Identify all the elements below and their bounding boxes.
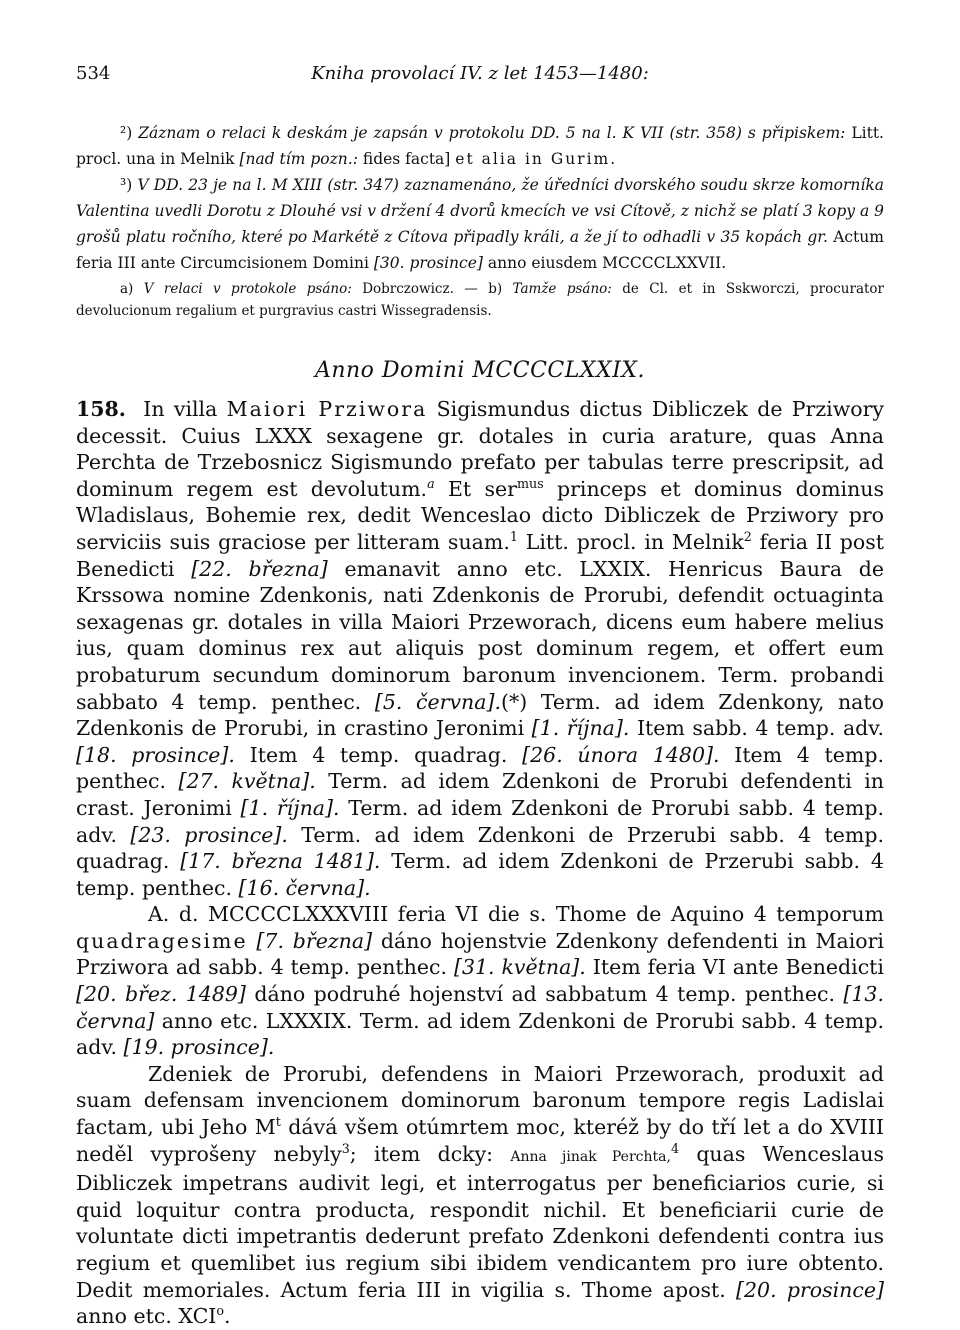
entry-158 xyxy=(76,396,884,1330)
footnote-text: [nad tím pozn.: xyxy=(239,150,358,168)
entry-text: ; item dcky: xyxy=(349,1141,494,1166)
editor-date: [1. října]. xyxy=(240,795,340,820)
footnote-text: et alia in Gurim. xyxy=(455,150,618,168)
entry-text: Item feria VI ante Benedicti xyxy=(592,955,884,980)
entry-text: Zdeniek de Prorubi, defendens in Maiori Przeworach, produxit ad suam defensam invencionem dominorum baronum tempore regis Ladislai factam, ubi Jeho M xyxy=(76,1061,884,1140)
entry-text: feria II post Benedicti xyxy=(76,529,884,581)
footnote-text: Litt. procl. una in Melnik xyxy=(76,124,884,168)
footnote-text: V DD. 23 je na l. M XIII (str. 347) zaznamenáno, že úředníci dvorského soudu skrze komorníka Valentina uvedli Dorotu z Dlouhé vsi v držení 4 dvorů kmecích ve vsi Cítově, z nichž se platí 3 kopy a 9 grošů platu ročního, které po Markétě z Cítova připadly králi, a že jí to odhadli v 35 kopách gr. xyxy=(76,176,884,246)
footnote-ref: 3 xyxy=(341,1140,350,1156)
editor-date: [22. března] xyxy=(191,556,328,581)
footnote-text: Záznam o relaci k deskám je zapsán v protokolu DD. 5 na l. K VII (str. 358) s připiskem: xyxy=(138,124,846,142)
entry-number: 158. xyxy=(76,397,126,421)
entry-text: Term. ad idem Zdenkoni de Prorubi sabb. 4 temp. adv. xyxy=(76,795,884,847)
footnote-marker: ³) xyxy=(120,176,133,194)
entry-text: dává všem otúmrtem moc, kteréž by do tří let a do XVIII neděl vyprošeny nebyly xyxy=(76,1115,884,1166)
editor-date: [16. června]. xyxy=(238,875,371,900)
entry-text: Item 4 temp. penthec. xyxy=(76,742,884,794)
footnote-text: Actum feria III ante Circumcisionem Domini xyxy=(76,228,884,272)
editor-date: [27. května]. xyxy=(178,769,316,794)
footnote-ref: 2 xyxy=(743,529,752,545)
entry-paragraph-2 xyxy=(76,901,884,1061)
editor-date: [31. května]. xyxy=(453,955,586,980)
editor-date: [13. června] xyxy=(76,982,884,1033)
footnote-ref: 1 xyxy=(509,529,518,545)
superscript: o xyxy=(216,1303,225,1319)
variant-text: V relaci v protokole psáno: xyxy=(143,281,352,297)
entry-text: Sigismundus dictus Dibliczek de Prziwory decessit. Cuius LXXX sexagene gr. dotales in curia arature, quas Anna Perchta de Trzebosnicz Sigismundo prefato per tabulas terre prescripsit, ad dominum regem est devolutum. xyxy=(76,397,884,501)
superscript: mus xyxy=(516,475,544,491)
footnote-text: [30. prosince] xyxy=(373,254,483,272)
entry-text: . xyxy=(224,1304,231,1329)
place-name: Maiori Prziwora xyxy=(226,397,428,421)
footnote-marker: ²) xyxy=(120,124,133,142)
variant-text: Dobrczowicz. — xyxy=(362,281,478,297)
footnote-3 xyxy=(76,172,884,276)
entry-text: emanavit anno etc. LXXIX. xyxy=(344,556,652,581)
editor-date: [20. prosince] xyxy=(736,1277,884,1302)
editor-date: [5. června]. xyxy=(374,689,501,714)
variant-notes xyxy=(76,278,884,322)
entry-text: A. d. MCCCCLXXXVIII feria VI die s. Thome de Aquino 4 temporum xyxy=(148,902,884,927)
entry-text: In villa xyxy=(143,397,218,421)
entry-text: anno etc. XCI xyxy=(76,1304,217,1329)
editor-date: [19. prosince]. xyxy=(123,1035,275,1060)
editor-date: [7. března] xyxy=(256,928,373,953)
entry-text: quadragesime xyxy=(76,928,248,953)
footnote-2 xyxy=(76,120,884,172)
editor-date: [20. břez. 1489] xyxy=(76,982,246,1007)
entry-text: princeps et dominus dominus Wladislaus, Bohemie rex, dedit Wenceslao dicto Dibliczek de Prziwory pro serviciis suis graciose per litteram suam. xyxy=(76,476,884,554)
running-head xyxy=(76,60,884,88)
editor-date: [23. prosince]. xyxy=(130,822,288,847)
editor-date: [1. října]. xyxy=(531,716,630,741)
entry-paragraph-3 xyxy=(76,1061,884,1330)
entry-text: Henricus Baura de Krssowa nomine Zdenkonis, nati Zdenkonis de Prorubi, defendit octuaginta sexagenas gr. dotales in villa Maiori Przeworach, dicens eum habere melius ius, quam dominus rex aut aliquis post dominum regem, et offert eum probaturum secundum dominorum baronum invencionem. Term. probandi sabbato 4 temp. penthec. xyxy=(76,556,884,714)
entry-text: Et ser xyxy=(447,476,517,501)
entry-text: dáno hojenstvie Zdenkony defendenti in Maiori Prziwora ad sabb. 4 temp. penthec. xyxy=(76,928,884,980)
year-heading: Anno Domini MCCCCLXXIX. xyxy=(314,358,646,383)
entry-text: quas Wenceslaus Dibliczek impetrans audivit legi, et interrogatus per beneficiarios curie, si quid loquitur contra producta, respondit nichil. Et beneficiarii curie de voluntate dicti impetrantis dederunt prefato Zdenkoni defendenti contra ius regium et quemlibet ius regium sibi ibidem vendicantem pro iure obtento. Dedit memoriales. Actum feria III in vigilia s. Thome apost. xyxy=(76,1141,885,1302)
variant-marker: a) xyxy=(120,281,134,297)
editor-date: [17. března 1481]. xyxy=(180,849,381,874)
entry-text: Item 4 temp. quadrag. xyxy=(249,742,508,767)
editor-date: [18. prosince]. xyxy=(76,742,235,767)
entry-text: Litt. procl. in Melnik xyxy=(525,529,744,554)
page-number: 534 xyxy=(76,63,111,84)
footnote-text: fides facta] xyxy=(362,150,451,168)
entry-text: Term. ad idem Zdenkoni de Przerubi sabb. 4 temp. quadrag. xyxy=(76,822,884,874)
entry-text: anno etc. LXXXIX. Term. ad idem Zdenkoni de Prorubi sabb. 4 temp. adv. xyxy=(76,1008,884,1060)
variant-text: de Cl. et in Sskworczi, procurator devolucionum regalium et purgravius castri Wissegradensis. xyxy=(76,281,884,319)
running-title: Kniha provolací IV. z let 1453—1480: xyxy=(311,63,649,84)
entry-text: Term. ad idem Zdenkoni de Przerubi sabb. 4 temp. penthec. xyxy=(76,849,884,900)
footnote-text: anno eiusdem MCCCCLXXVII. xyxy=(487,254,727,272)
entry-text: dáno podruhé hojenství ad sabbatum 4 temp. penthec. xyxy=(254,982,835,1007)
variant-marker: b) xyxy=(488,281,503,297)
footnote-ref: 4 xyxy=(670,1140,680,1156)
editor-date: [26. února 1480]. xyxy=(522,742,720,767)
variant-text: Tamže psáno: xyxy=(512,281,612,297)
entry-text: (*) Term. ad idem Zdenkony, nato Zdenkonis de Prorubi, in crastino Jeronimi xyxy=(76,689,884,741)
variant-ref: a xyxy=(427,475,435,491)
footnotes-block xyxy=(76,120,884,322)
superscript: t xyxy=(275,1114,281,1130)
entry-text: Item sabb. 4 temp. adv. xyxy=(636,716,884,741)
entry-text: Term. ad idem Zdenkoni de Prorubi defendenti in crast. Jeronimi xyxy=(76,769,884,820)
entry-text: Anna jinak Perchta, xyxy=(510,1148,671,1165)
entry-paragraph-1 xyxy=(76,396,884,901)
